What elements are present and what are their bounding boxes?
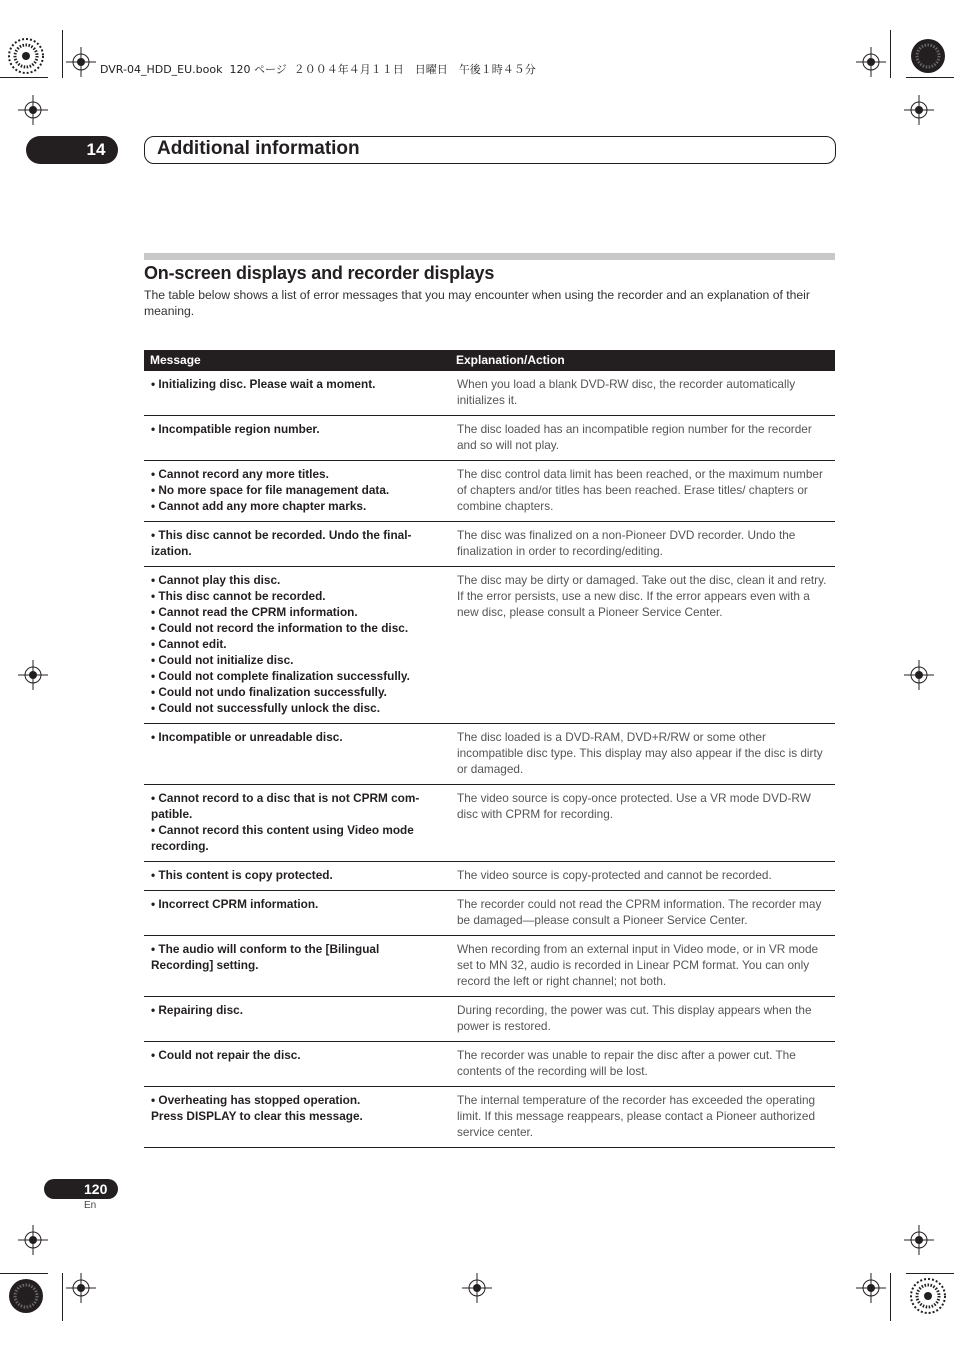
error-message: • Cannot record this content using Video mode recording.: [151, 823, 414, 853]
registration-mark-icon: [856, 47, 886, 77]
message-cell: [144, 936, 450, 997]
table-row: [144, 936, 835, 997]
explanation-cell: The video source is copy-once protected. Use a VR mode DVD-RW disc with CPRM for recording.: [450, 785, 835, 862]
error-message: • Could not initialize disc.: [151, 653, 294, 667]
column-header-explanation: Explanation/Action: [450, 350, 835, 371]
explanation-cell: The recorder was unable to repair the disc after a power cut. The contents of the recording will be lost.: [450, 1042, 835, 1087]
chapter-number: 14: [86, 140, 106, 159]
table-row: [144, 416, 835, 461]
message-cell: [144, 461, 450, 522]
registration-mark-icon: [18, 660, 48, 690]
table-row: [144, 522, 835, 567]
error-message: • Cannot record any more titles.: [151, 467, 329, 481]
registration-mark-icon: [66, 47, 96, 77]
error-message: • Cannot add any more chapter marks.: [151, 499, 367, 513]
message-cell: [144, 1087, 450, 1148]
explanation-cell: When recording from an external input in Video mode, or in VR mode set to MN 32, audio is recorded in Linear PCM format. You can only record the left or right channel; not both.: [450, 936, 835, 997]
table-row: [144, 371, 835, 416]
message-cell: [144, 785, 450, 862]
message-cell: [144, 724, 450, 785]
explanation-cell: The disc control data limit has been reached, or the maximum number of chapters and/or titles has been reached. Erase titles/ chapters or combine chapters.: [450, 461, 835, 522]
registration-mark-icon: [18, 1225, 48, 1255]
starburst-mark-icon: [910, 38, 946, 74]
explanation-cell: The disc was finalized on a non-Pioneer DVD recorder. Undo the finalization in order to recording/editing.: [450, 522, 835, 567]
registration-mark-icon: [856, 1273, 886, 1303]
error-message: • Initializing disc. Please wait a moment.: [151, 377, 376, 391]
explanation-cell: The disc may be dirty or damaged. Take out the disc, clean it and retry. If the error persists, use a new disc. If the error appears even with a new disc, please consult a Pioneer Service Center.: [450, 567, 835, 724]
registration-mark-icon: [904, 95, 934, 125]
section-title: On-screen displays and recorder displays: [144, 263, 495, 283]
error-message: • Overheating has stopped operation.: [151, 1093, 361, 1107]
error-message: • This disc cannot be recorded. Undo the final-ization.: [151, 528, 412, 558]
message-cell: [144, 522, 450, 567]
error-message: • Could not record the information to the disc.: [151, 621, 409, 635]
chapter-number-badge: [26, 136, 118, 164]
explanation-cell: The recorder could not read the CPRM information. The recorder may be damaged—please consult a Pioneer Service Center.: [450, 891, 835, 936]
registration-mark-icon: [904, 660, 934, 690]
table-row: [144, 724, 835, 785]
explanation-cell: The disc loaded is a DVD-RAM, DVD+R/RW or some other incompatible disc type. This display may also appear if the disc is dirty or damaged.: [450, 724, 835, 785]
error-message: • Cannot read the CPRM information.: [151, 605, 358, 619]
registration-mark-icon: [462, 1273, 492, 1303]
error-message: • Could not undo finalization successfully.: [151, 685, 387, 699]
explanation-cell: During recording, the power was cut. This display appears when the power is restored.: [450, 997, 835, 1042]
page-language: En: [84, 1200, 97, 1211]
message-cell: [144, 416, 450, 461]
section-divider: [144, 253, 835, 260]
message-cell: [144, 371, 450, 416]
table-row: [144, 785, 835, 862]
error-message: • This disc cannot be recorded.: [151, 589, 326, 603]
error-message: • Cannot record to a disc that is not CPRM com-patible.: [151, 791, 420, 821]
error-message: • Incorrect CPRM information.: [151, 897, 319, 911]
starburst-mark-icon: [8, 38, 44, 74]
registration-mark-icon: [18, 95, 48, 125]
registration-mark-icon: [66, 1273, 96, 1303]
error-message: • Could not repair the disc.: [151, 1048, 301, 1062]
error-message: • Cannot edit.: [151, 637, 227, 651]
column-header-message: Message: [144, 350, 450, 371]
message-cell: [144, 567, 450, 724]
table-header-row: [144, 350, 835, 371]
error-message: • This content is copy protected.: [151, 868, 333, 882]
error-message: • No more space for file management data.: [151, 483, 390, 497]
error-message: • The audio will conform to the [Bilingual Recording] setting.: [151, 942, 380, 972]
page-number: 120: [84, 1181, 108, 1197]
table-row: [144, 461, 835, 522]
chapter-title: Additional information: [157, 138, 360, 159]
registration-mark-icon: [904, 1225, 934, 1255]
table-row: [144, 997, 835, 1042]
error-message: Press DISPLAY to clear this message.: [151, 1109, 363, 1123]
message-cell: [144, 891, 450, 936]
message-cell: [144, 1042, 450, 1087]
message-cell: [144, 997, 450, 1042]
explanation-cell: The video source is copy-protected and cannot be recorded.: [450, 862, 835, 891]
error-message: • Repairing disc.: [151, 1003, 243, 1017]
section-intro: The table below shows a list of error messages that you may encounter when using the recorder and an explanation of their meaning.: [144, 288, 810, 318]
table-row: [144, 1087, 835, 1148]
table-row: [144, 891, 835, 936]
starburst-mark-icon: [8, 1278, 44, 1314]
message-cell: [144, 862, 450, 891]
error-message-table: [144, 350, 835, 1148]
explanation-cell: The internal temperature of the recorder has exceeded the operating limit. If this message reappears, please contact a Pioneer authorized service center.: [450, 1087, 835, 1148]
print-info: DVR-04_HDD_EU.book 120 ページ ２００４年４月１１日 日曜日 午後１時４５分: [100, 63, 536, 76]
explanation-cell: When you load a blank DVD-RW disc, the recorder automatically initializes it.: [450, 371, 835, 416]
error-message: • Incompatible or unreadable disc.: [151, 730, 343, 744]
error-message: • Incompatible region number.: [151, 422, 320, 436]
error-message: • Cannot play this disc.: [151, 573, 281, 587]
starburst-mark-icon: [910, 1278, 946, 1314]
explanation-cell: The disc loaded has an incompatible region number for the recorder and so will not play.: [450, 416, 835, 461]
table-row: [144, 567, 835, 724]
error-message: • Could not complete finalization successfully.: [151, 669, 410, 683]
table-row: [144, 1042, 835, 1087]
table-row: [144, 862, 835, 891]
error-message: • Could not successfully unlock the disc.: [151, 701, 380, 715]
